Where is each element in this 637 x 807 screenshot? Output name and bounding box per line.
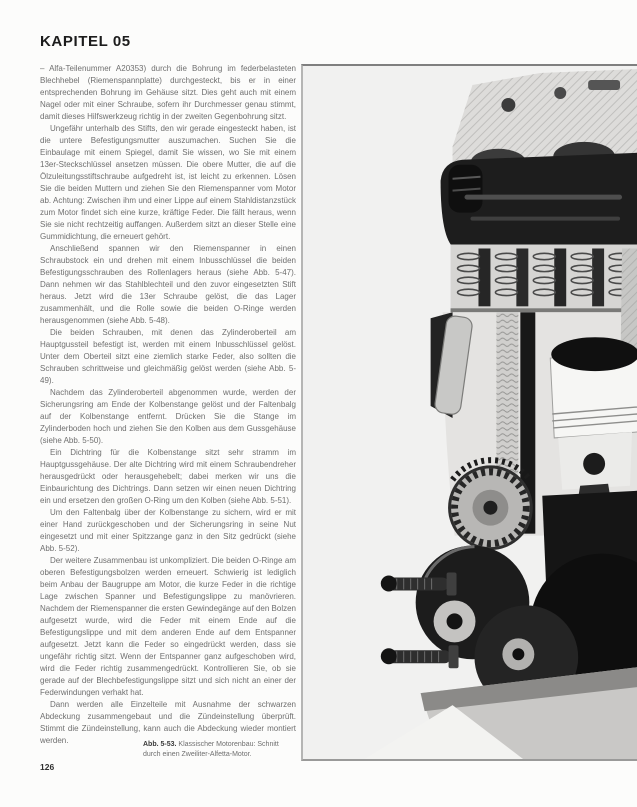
figure-caption-label: Abb. 5-53.	[143, 741, 177, 748]
body-paragraph: Dann werden alle Einzelteile mit Ausnahme der schwarzen Abdeckung zusammengebaut und die Zündeinstellung überprüft. Stimmt die Zündeinstellung, kann auch die Abdeckung wieder montiert werden.	[40, 700, 296, 745]
body-paragraph: Ungefähr unterhalb des Stifts, den wir gerade eingesteckt haben, ist die untere Befestigungsmutter auszumachen. Suchen Sie die Einbaulage mit einem Spiegel, damit Sie wissen, wo Sie mit einem 13er-Steckschlüssel ansetzen müssen. Die obere Mutter, die auf die Ölzuleitungsstiftschraube aufgedreht ist, ist leicht zu erkennen. Lösen Sie die beiden Muttern und ziehen Sie den Riemenspanner vom Motor ab. Achtung: Zwischen ihm und einer Lippe auf einem Stahldistanzstück zum Motor findet sich eine kurze, kräftige Feder. Die fällt heraus, wenn Sie sie nicht rechtzeitig auffangen. Außerdem sitzt an dieser Stelle eine Gummidichtung, die erneuert gehört.	[40, 124, 296, 241]
figure-frame	[301, 64, 637, 761]
engine-cutaway-illustration	[303, 66, 637, 761]
body-paragraph: Anschließend spannen wir den Riemenspanner in einen Schraubstock ein und drehen mit einem Inbusschlüssel die beiden Befestigungsschrauben des Rollenlagers heraus (siehe Abb. 5-47). Dann nehmen wir das Stahlblechteil und den zuvor eingesetzten Stift heraus. Jetzt wird die 13er Schraube gelöst, die das Lager zusammenhält, und die Rolle sowie die beiden O-Ringe werden herausgenommen (siehe Abb. 5-48).	[40, 244, 296, 325]
body-paragraph: Ein Dichtring für die Kolbenstange sitzt sehr stramm im Hauptgussgehäuse. Der alte Dichtring wird mit einem Schraubendreher herausgedrückt oder herausgehebelt; dabei merken wir uns die Einbaurichtung des Dichtrings. Dann setzen wir einen neuen Dichtring ein und ersetzen den großen O-Ring um den Kolben (siehe Abb. 5-51).	[40, 448, 296, 505]
figure-caption-text: Klassischer Motorenbau: Schnitt durch einen Zweiliter-Alfetta-Motor.	[143, 741, 279, 758]
body-text-column	[40, 63, 296, 747]
body-paragraph: Die beiden Schrauben, mit denen das Zylinderoberteil am Hauptgussteil befestigt ist, werden mit einem Inbusschlüssel gelöst. Unter dem Oberteil sitzt eine ziemlich starke Feder, also sollten die Schrauben schrittweise und gleichmäßig gelöst werden (siehe Abb. 5-49).	[40, 328, 296, 385]
page-number: 126	[40, 762, 55, 772]
body-paragraph: Der weitere Zusammenbau ist unkompliziert. Die beiden O-Ringe am oberen Befestigungsbolzen werden erneuert. Schwierig ist lediglich beim Anbau der Baugruppe am Motor, die kurze Feder in die richtige Lage zwischen Spanner und Befestigungslippe zu manövrieren. Nachdem der Riemenspanner die ersten Gewindegänge auf den Bolzen aufgesetzt wurde, wird die Feder mit einem Ende auf die Befestigungslippe und mit dem anderen Ende auf dem Entspanner aufgesetzt. Jetzt kann die Feder so eingedrückt werden, dass sie ungefähr richtig sitzt. Wenn der Entspanner ganz aufgeschoben wird, wird die Feder richtig zusammengedrückt. Kontrollieren Sie, ob sie gerade auf der Blechbefestigungslippe sitzt und sich nicht an einer der Federwindungen verhakt hat.	[40, 556, 296, 697]
body-paragraph: Nachdem das Zylinderoberteil abgenommen wurde, werden der Sicherungsring am Ende der Kolbenstange gelöst und der Faltenbalg auf der Kolbenstange entfernt. Drücken Sie die Stange im Zylinderboden hoch und ziehen Sie den Kolben aus dem Gussgehäuse (siehe Abb. 5-50).	[40, 388, 296, 445]
body-paragraph: – Alfa-Teilenummer A20353) durch die Bohrung im federbelasteten Blechhebel (Riemenspannplatte) durchgesteckt, bis er in einer entsprechenden Bohrung im Gehäuse sitzt. Dies geht auch mit einem Nagel oder mit einer Schraube, sofern ihr Durchmesser genau stimmt, damit dieses Hilfswerkzeug richtig in der zweiten Gegenbohrung sitzt.	[40, 64, 296, 121]
chapter-heading: KAPITEL 05	[40, 33, 131, 50]
body-paragraph: Um den Faltenbalg über der Kolbenstange zu sichern, wird er mit einer Hand zurückgeschoben und der Sicherungsring in seine Nut eingesetzt und mit einer Spitzzange ganz in den Sitz gedrückt (siehe Abb. 5-52).	[40, 508, 296, 553]
figure-caption	[143, 740, 296, 759]
